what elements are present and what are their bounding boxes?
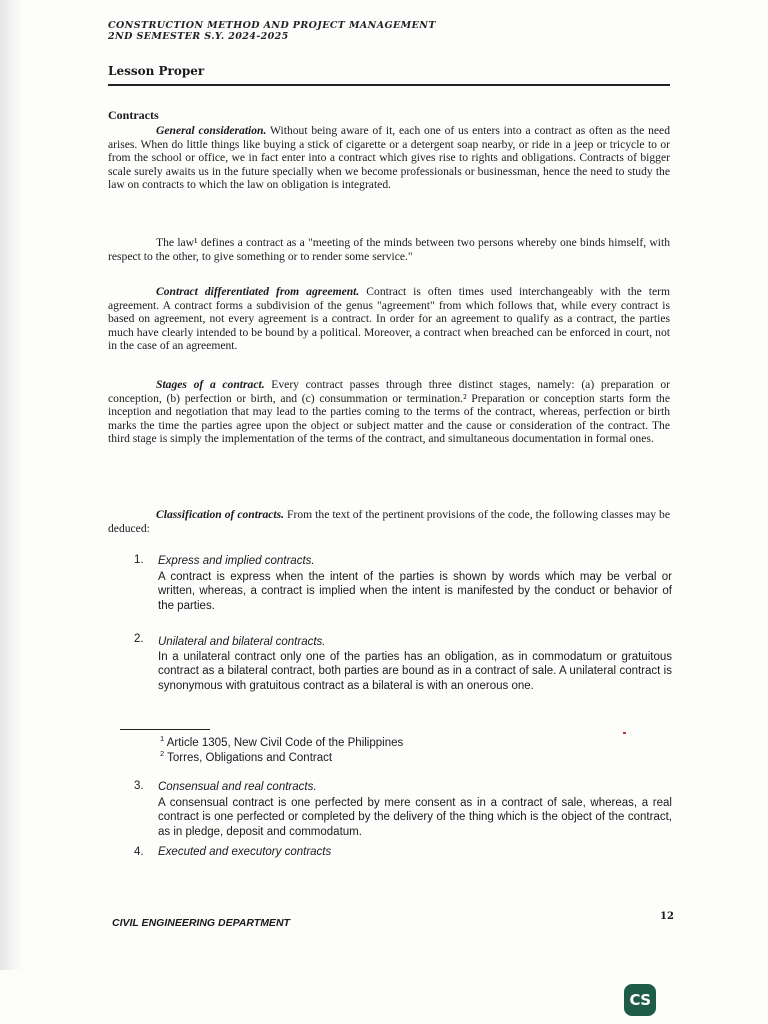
list-item-title: Unilateral and bilateral contracts.	[158, 636, 326, 648]
paragraph-lead: Classification of contracts.	[156, 508, 285, 521]
camscanner-badge-icon	[624, 984, 656, 1016]
footnote-2	[160, 749, 332, 764]
header-rule	[108, 84, 670, 86]
list-item-title: Express and implied contracts.	[158, 555, 315, 567]
paragraph-classification	[108, 508, 670, 535]
stray-mark	[623, 732, 626, 734]
list-item-body: A consensual contract is one perfected by mere consent as in a contract of sale, whereas, a real contract is one perfected or completed by the delivery of the thing which is the object of the contract, as in pledge, deposit and commodatum.	[158, 797, 672, 838]
badge-label: CS	[629, 991, 651, 1009]
paragraph-body: From the text of the pertinent provisions of the code, the following classes may be deduced:	[108, 508, 670, 535]
page-number: 12	[660, 911, 674, 922]
footnote-mark: 1	[160, 734, 165, 743]
paragraph-body: Every contract passes through three distinct stages, namely: (a) preparation or conception, (b) perfection or birth, and (c) consummation or termination.² Preparation or conception starts form the inception and negotiation that may lead to the parties coming to the terms of the contract, whereas, perfection or birth marks the time the parties agree upon the object or subject matter and the cause or consideration of the contract. The third stage is simply the implementation of the terms of the contract, and simultaneous documentation in formal ones.	[108, 378, 670, 446]
footnote-text: Torres, Obligations and Contract	[164, 751, 333, 764]
footnote-text: Article 1305, New Civil Code of the Philippines	[164, 736, 404, 749]
contracts-heading: Contracts	[108, 108, 159, 122]
paragraph-law-definition: The law¹ defines a contract as a "meeting of the minds between two persons whereby one binds himself, with respect to the other, to give something or to render some service."	[108, 236, 670, 263]
list-item-number: 2.	[134, 633, 144, 645]
section-title: Lesson Proper	[108, 64, 205, 78]
paragraph-body: Contract is often times used interchangeably with the term agreement. A contract forms a subdivision of the genus "agreement" from which follows that, while every contract is based on agreement, not every agreement is a contract. In order for an agreement to qualify as a contract, the parties much have clearly intended to be bound by a political. Moreover, a contract when breached can be enforced in court, not in the case of an agreement.	[108, 285, 670, 353]
footnote-1	[160, 734, 403, 749]
paragraph-contract-vs-agreement	[108, 285, 670, 353]
page-edge-shadow	[0, 0, 24, 970]
list-item-number: 3.	[134, 780, 144, 792]
paragraph-general-consideration	[108, 124, 670, 192]
footnote-mark: 2	[160, 749, 165, 758]
paragraph-lead: Contract differentiated from agreement.	[156, 285, 360, 298]
list-item-body: In a unilateral contract only one of the parties has an obligation, as in commodatum or gratuitous contract as a bilateral contract, both parties are bound as in a contract of sale. A unilateral contract is synonymous with gratuitous contract as a bilateral is with an onerous one.	[158, 651, 672, 692]
paragraph-lead: General consideration.	[156, 124, 267, 137]
list-item-body: A contract is express when the intent of the parties is shown by words which may be verbal or written, whereas, a contract is implied when the intent is manifested by the conduct or behavior of the parties.	[158, 571, 672, 612]
paragraph-lead: Stages of a contract.	[156, 378, 265, 391]
header-semester: 2ND SEMESTER S.Y. 2024-2025	[108, 31, 289, 42]
footnote-rule	[120, 729, 210, 730]
list-item-number: 4.	[134, 846, 144, 858]
list-item-title: Executed and executory contracts	[158, 846, 332, 858]
footer-department: CIVIL ENGINEERING DEPARTMENT	[112, 917, 290, 929]
paragraph-stages	[108, 378, 670, 446]
list-item-title: Consensual and real contracts.	[158, 781, 317, 793]
header-course-title: CONSTRUCTION METHOD AND PROJECT MANAGEMENT	[108, 20, 436, 31]
paragraph-body: Without being aware of it, each one of us enters into a contract as often as the need arises. When do little things like buying a stick of cigarette or a detergent soap nearby, or ride in a jeep or tricycle to or from the school or office, we in fact enter into a contract which gives rise to rights and obligations. Contracts of bigger scale surely awaits us in the future specially when we become professionals or businessman, hence the need to study the law on contracts to which the law on obligation is integrated.	[108, 124, 670, 192]
list-item-number: 1.	[134, 554, 144, 566]
